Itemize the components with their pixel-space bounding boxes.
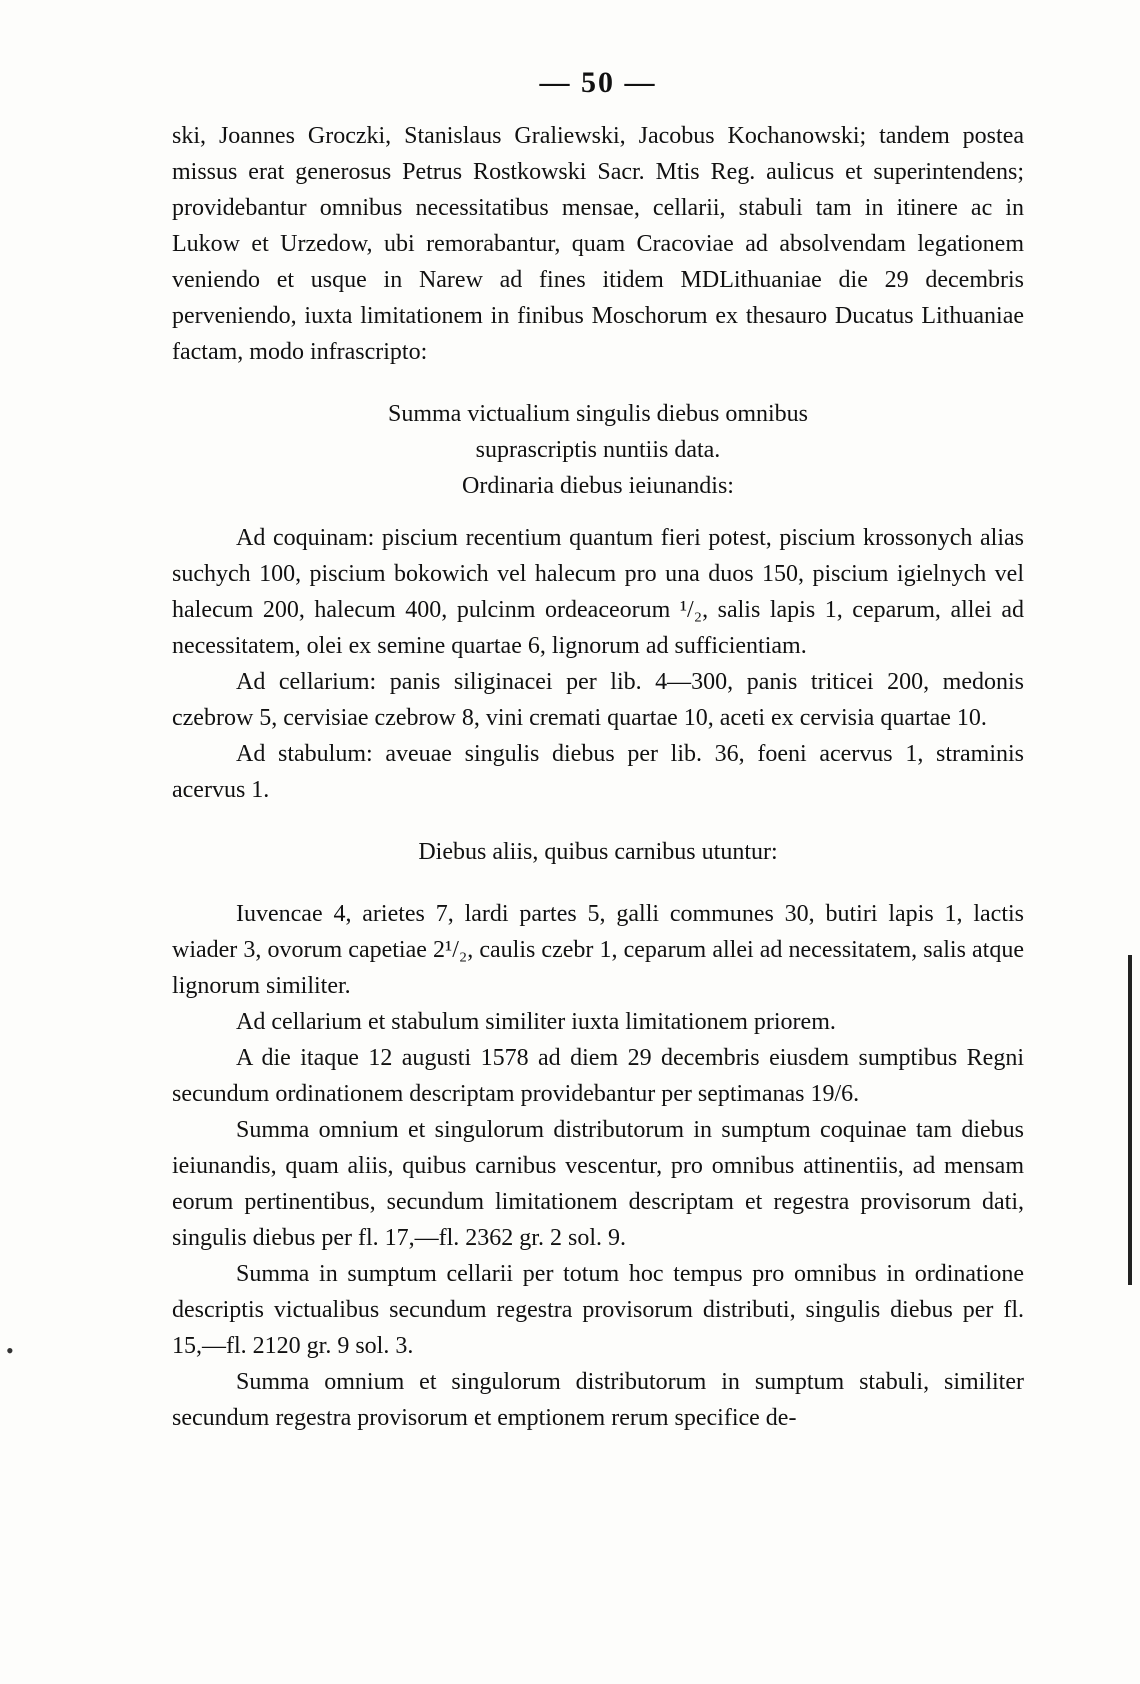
paragraph-cellarium: Ad cellarium: panis siliginacei per lib. 4—300, panis triticei 200, medonis czebrow 5, cervisiae czebrow 8, vini cremati quartae 10, aceti ex cervisia quartae 10.	[172, 669, 1024, 731]
scan-edge-line	[1128, 955, 1132, 1285]
page	[172, 66, 1024, 1436]
heading-summa-line1: Summa victualium singulis diebus omnibus	[388, 401, 808, 427]
paragraph-stabulum: Ad stabulum: aveuae singulis diebus per lib. 36, foeni acervus 1, straminis acervus 1.	[172, 741, 1024, 803]
paragraph-cellarium-similiter: Ad cellarium et stabulum similiter iuxta limitationem priorem.	[236, 1009, 836, 1035]
page-number: — 50 —	[539, 66, 657, 99]
paragraph-summa-coquinae: Summa omnium et singulorum distributorum in sumptum coquinae tam diebus ieiunandis, quam aliis, quibus carnibus vescentur, pro omnibus attinentiis, ad mensam eorum pertinentibus, secundum limitationem descriptam et regestra provisorum dati, singulis diebus per fl. 17,—fl. 2362 gr. 2 sol. 9.	[172, 1117, 1024, 1251]
heading-summa-line2: suprascriptis nuntiis data.	[475, 437, 721, 463]
heading-diebus-aliis: Diebus aliis, quibus carnibus utuntur:	[418, 839, 778, 865]
paragraph-1: ski, Joannes Groczki, Stanislaus Graliewski, Jacobus Kochanowski; tandem postea missus erat generosus Petrus Rostkowski Sacr. Mtis Reg. aulicus et superintendens; providebantur omnibus necessitatibus mensae, cellarii, stabuli tam in itinere ac in Lukow et Urzedow, ubi remorabantur, quam Cracoviae ad absolvendam legationem veniendo et usque in Narew ad fines itidem MDLithuaniae die 29 decembris perveniendo, iuxta limitationem in finibus Moschorum ex thesauro Ducatus Lithuaniae factam, modo infrascripto:	[172, 123, 1024, 365]
paragraph-coquina: Ad coquinam: piscium recentium quantum fieri potest, piscium krossonych alias suchych 100, piscium bokowich vel halecum pro una duos 150, piscium igielnych vel halecum 200, halecum 400, pulcinm ordeaceorum ¹/₂, salis lapis 1, ceparum, allei ad necessitatem, olei ex semine quartae 6, lignorum ad sufficientiam.	[172, 525, 1024, 659]
paragraph-summa-stabuli: Summa omnium et singulorum distributorum in sumptum stabuli, similiter secundum regestra provisorum et emptionem rerum specifice de-	[172, 1369, 1024, 1431]
paragraph-a-die: A die itaque 12 augusti 1578 ad diem 29 decembris eiusdem sumptibus Regni secundum ordinationem descriptam providebantur per septimanas 19/6.	[172, 1045, 1024, 1107]
paragraph-iuvencae: Iuvencae 4, arietes 7, lardi partes 5, galli communes 30, butiri lapis 1, lactis wiader 3, ovorum capetiae 2¹/₂, caulis czebr 1, ceparum allei ad necessitatem, salis atque lignorum similiter.	[172, 901, 1024, 999]
heading-ordinaria: Ordinaria diebus ieiunandis:	[462, 473, 734, 499]
scan-dot-mark: •	[6, 1338, 14, 1363]
paragraph-summa-cellarii: Summa in sumptum cellarii per totum hoc tempus pro omnibus in ordinatione descriptis victualibus secundum regestra provisorum distributi, singulis diebus per fl. 15,—fl. 2120 gr. 9 sol. 3.	[172, 1261, 1024, 1359]
